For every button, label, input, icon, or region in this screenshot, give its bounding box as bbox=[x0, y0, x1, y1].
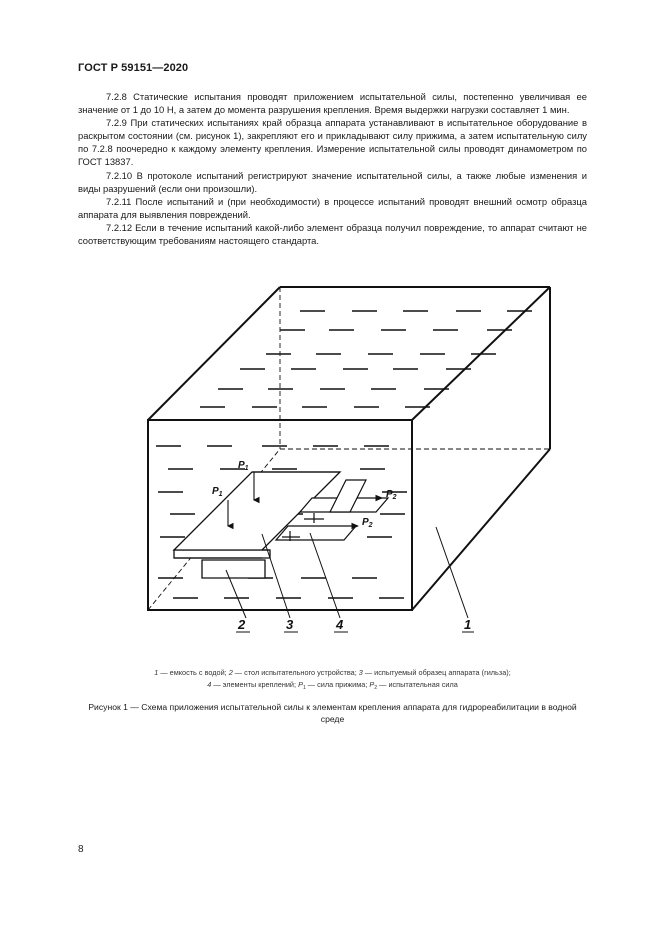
legend-num-3: 3 bbox=[358, 668, 363, 677]
legend-p1-sub: 1 bbox=[302, 685, 306, 691]
legend-text-4: — элементы креплений; bbox=[211, 680, 299, 689]
legend-num-1: 1 bbox=[154, 668, 159, 677]
figure-legend bbox=[78, 667, 587, 694]
callout-4: 4 bbox=[336, 617, 344, 632]
body-text bbox=[78, 90, 587, 247]
legend-p2-sub: 2 bbox=[374, 685, 378, 691]
legend-text-2: — стол испытательного устройства; bbox=[232, 668, 359, 677]
paragraph-7-2-12: 7.2.12 Если в течение испытаний какой-либо элемент образца получил повреждение, то аппарат считают не соответствующим требованиям настоящего стандарта. bbox=[78, 221, 587, 247]
legend-line-2 bbox=[78, 679, 587, 694]
legend-text-5: — сила прижима; bbox=[305, 680, 370, 689]
legend-num-4: 4 bbox=[207, 680, 212, 689]
paragraph-7-2-10: 7.2.10 В протоколе испытаний регистрируют значение испытательной силы, а также любые изменения и виды разрушений (если они произошли). bbox=[78, 169, 587, 194]
test-scheme-figure bbox=[0, 280, 661, 650]
legend-p1-symbol: P bbox=[298, 680, 303, 689]
legend-text-1: — емкость с водой; bbox=[158, 668, 229, 677]
legend-p2-symbol: P bbox=[369, 680, 375, 689]
force-label-p1-lower: $P_1$ bbox=[212, 486, 223, 498]
force-label-p2-upper: $P_2$ bbox=[386, 489, 397, 501]
water-surface-dashes bbox=[200, 311, 532, 407]
legend-text-6: — испытательная сила bbox=[377, 680, 458, 689]
paragraph-7-2-11: 7.2.11 После испытаний и (при необходимости) в процессе испытаний проводят внешний осмотр образца аппарата для выявления повреждений. bbox=[78, 195, 587, 220]
force-label-p1-upper: $P_1$ bbox=[238, 460, 249, 472]
callout-3: 3 bbox=[286, 617, 294, 632]
page-number: 8 bbox=[78, 844, 84, 855]
legend-num-2: 2 bbox=[228, 668, 233, 677]
callout-2: 2 bbox=[238, 617, 246, 632]
callout-1: 1 bbox=[464, 617, 472, 632]
test-table bbox=[174, 550, 270, 578]
paragraph-7-2-8: 7.2.8 Статические испытания проводят приложением испытательной силы, постепенно увеличивая ее значение от 1 до 10 Н, а затем до момента разрушения крепления. Время выдержки нагрузки составляет 1 мин. bbox=[78, 91, 587, 116]
paragraph-7-2-9: 7.2.9 При статических испытаниях край образца аппарата устанавливают в испытательное оборудование в раскрытом состоянии (см. рисунок 1), закрепляют его и прикладывают силу прижима, а затем испытательную силу по 7.2.8 поочередно к каждому элементу крепления. Измерение испытательной силы проводят динамометром по ГОСТ 13837. bbox=[78, 117, 587, 168]
document-header: ГОСТ Р 59151—2020 bbox=[78, 62, 189, 74]
force-label-p2-lower: $P_2$ bbox=[362, 517, 373, 529]
figure-caption: Рисунок 1 — Схема приложения испытательной силы к элементам крепления аппарата для гидрореабилитации в водной среде bbox=[88, 702, 577, 724]
legend-text-3: — испытуемый образец аппарата (гильза); bbox=[362, 668, 511, 677]
legend-line-1 bbox=[78, 667, 587, 679]
